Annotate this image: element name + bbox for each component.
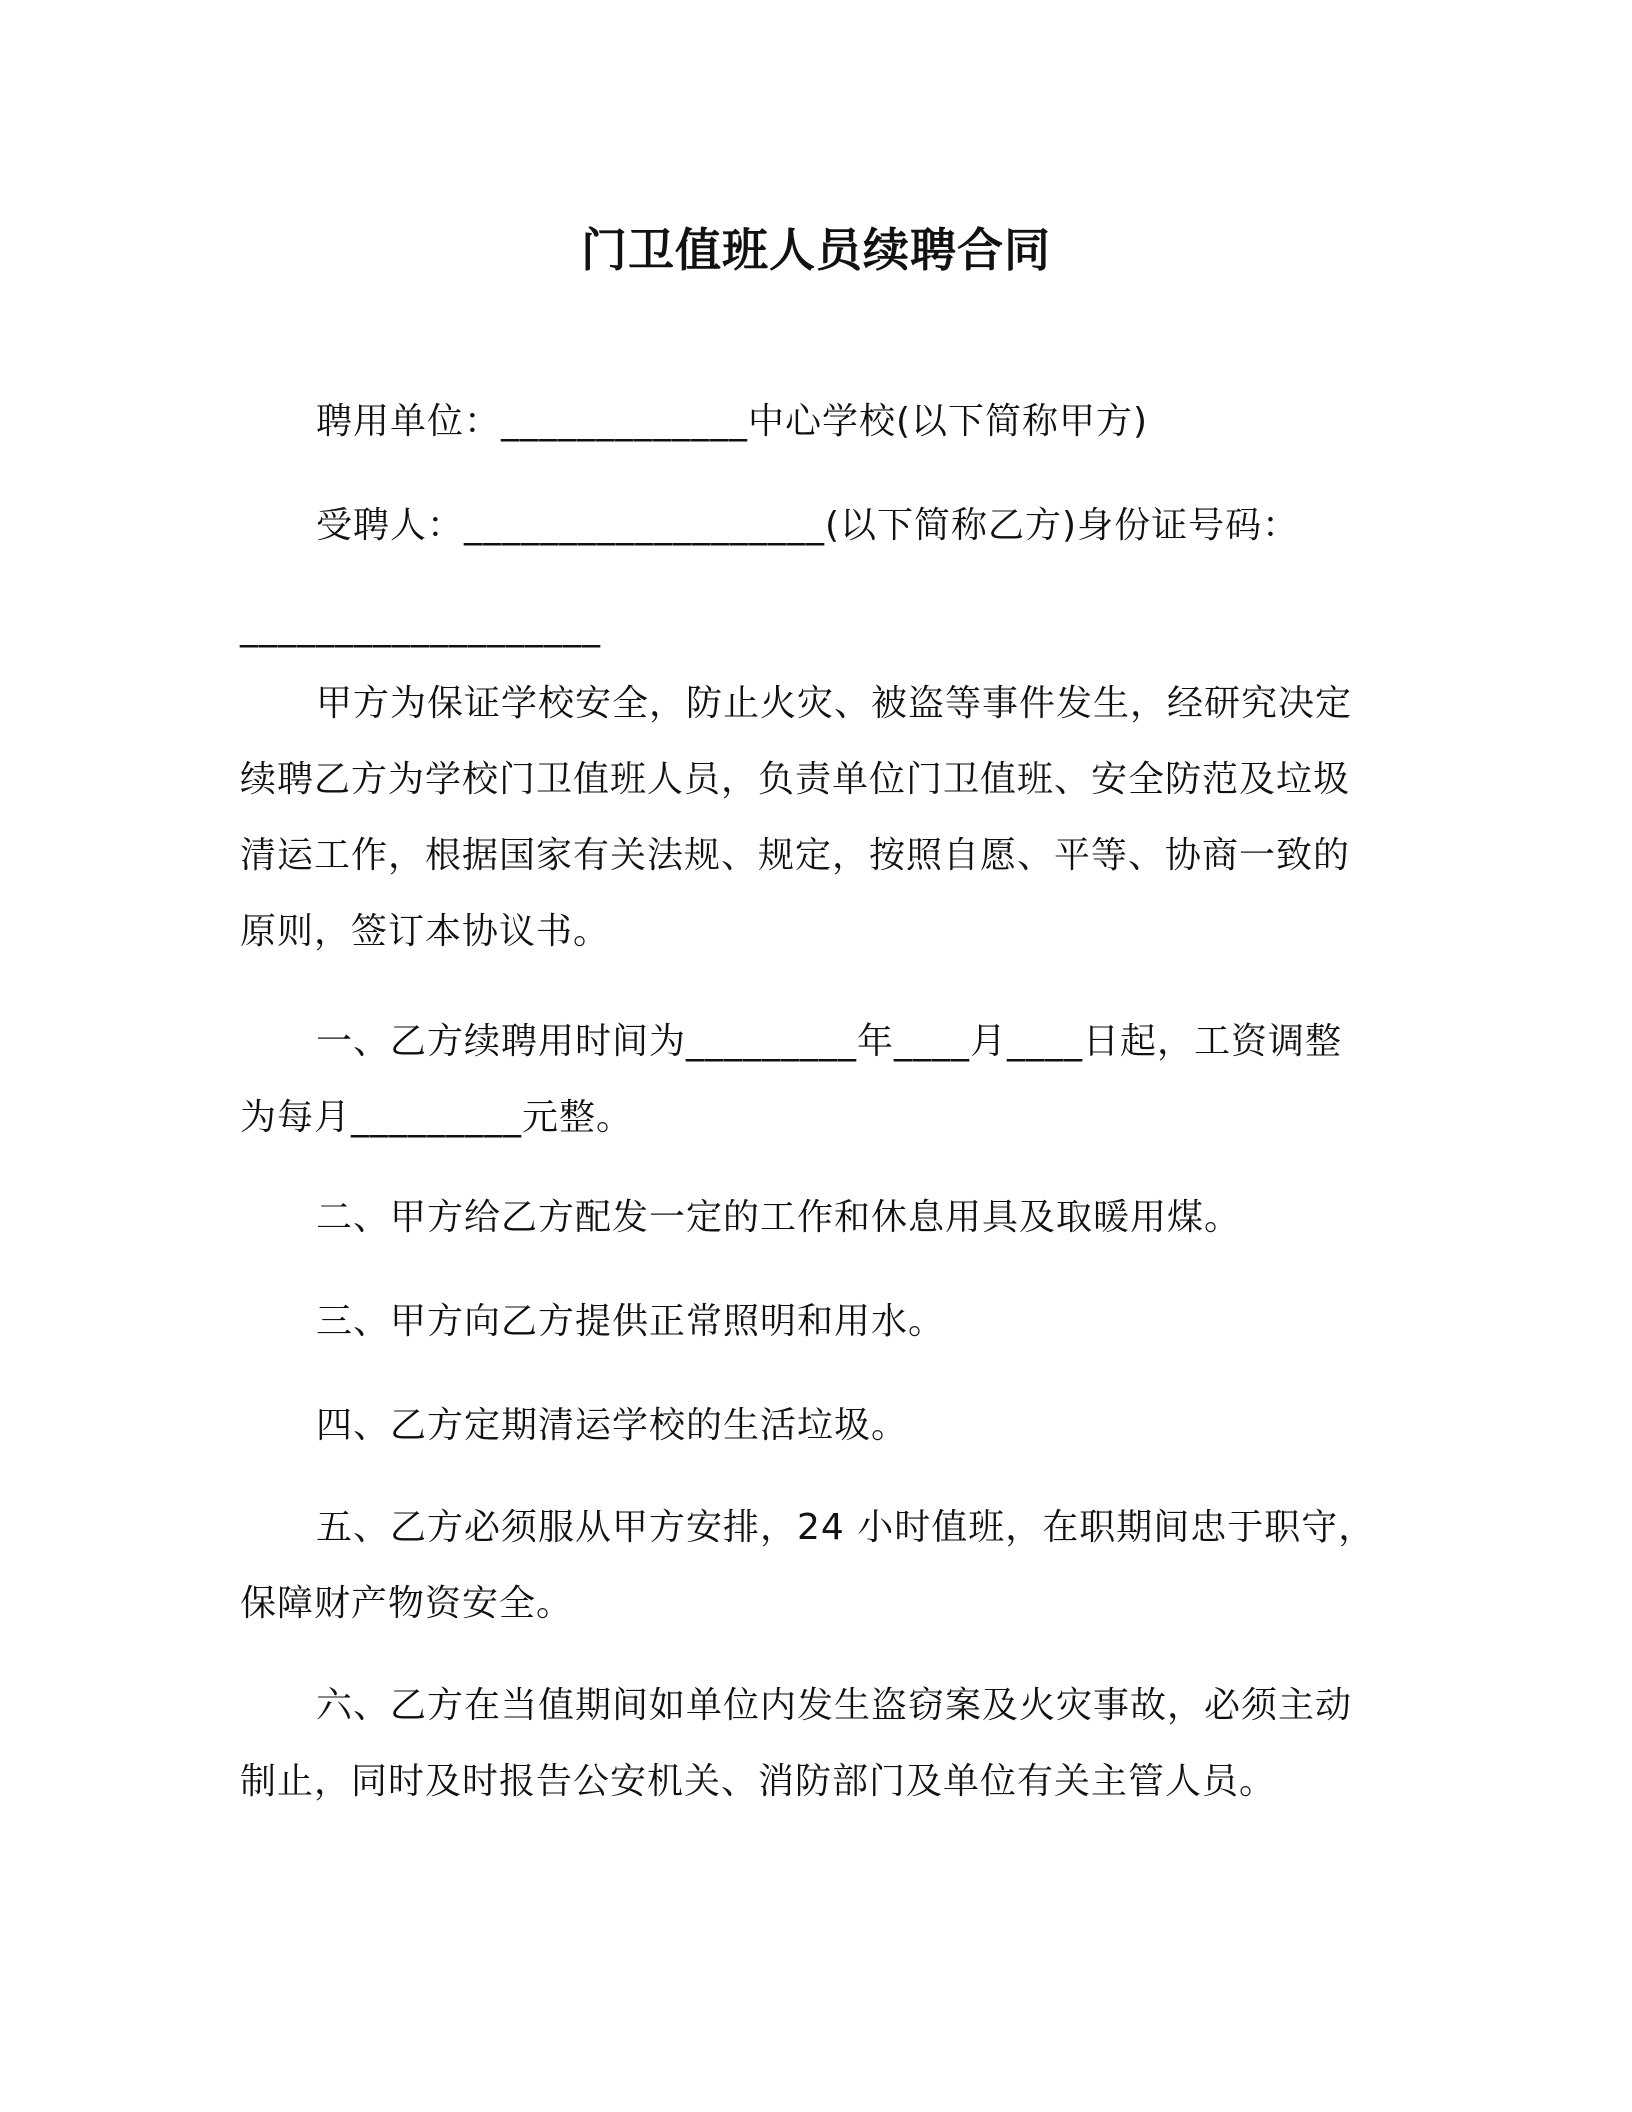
clause-line: 保障财产物资安全。 (240, 1583, 574, 1624)
intro-line: 清运工作，根据国家有关法规、规定，按照自愿、平等、协商一致的 (240, 835, 1351, 876)
document-title: 门卫值班人员续聘合同 (581, 223, 1051, 277)
employer-line: 聘用单位：_____________中心学校(以下简称甲方) (316, 401, 1149, 442)
employee-line: 受聘人：___________________(以下简称乙方)身份证号码： (316, 505, 1300, 546)
intro-line: 续聘乙方为学校门卫值班人员，负责单位门卫值班、安全防范及垃圾 (240, 759, 1351, 800)
clause-line: 六、乙方在当值期间如单位内发生盗窃案及火灾事故，必须主动 (316, 1685, 1353, 1726)
employer-block (240, 384, 1350, 460)
clause-5-paragraph (240, 1490, 1376, 1642)
clause-6-paragraph (240, 1668, 1353, 1820)
clause-line: 四、乙方定期清运学校的生活垃圾。 (316, 1405, 909, 1446)
employee-block (240, 488, 1350, 564)
clause-line: 五、乙方必须服从甲方安排，24 小时值班，在职期间忠于职守， (316, 1507, 1376, 1548)
clause-line: 一、乙方续聘用时间为_________年____月____日起，工资调整 (316, 1021, 1343, 1062)
clause-line: 为每月_________元整。 (240, 1097, 634, 1138)
clause-line: 三、甲方向乙方提供正常照明和用水。 (316, 1301, 946, 1342)
clause-2-paragraph (240, 1180, 1350, 1256)
id-number-blank: ___________________ (240, 607, 601, 648)
intro-line: 原则，签订本协议书。 (240, 911, 611, 952)
intro-paragraph (240, 666, 1353, 970)
intro-line: 甲方为保证学校安全，防止火灾、被盗等事件发生，经研究决定 (316, 683, 1353, 724)
clause-1-paragraph (240, 1004, 1350, 1156)
id-number-block (240, 590, 1350, 666)
clause-4-paragraph (240, 1388, 1350, 1464)
clause-3-paragraph (240, 1284, 1350, 1360)
clause-line: 二、甲方给乙方配发一定的工作和休息用具及取暖用煤。 (316, 1197, 1242, 1238)
clause-line: 制止，同时及时报告公安机关、消防部门及单位有关主管人员。 (240, 1761, 1277, 1802)
